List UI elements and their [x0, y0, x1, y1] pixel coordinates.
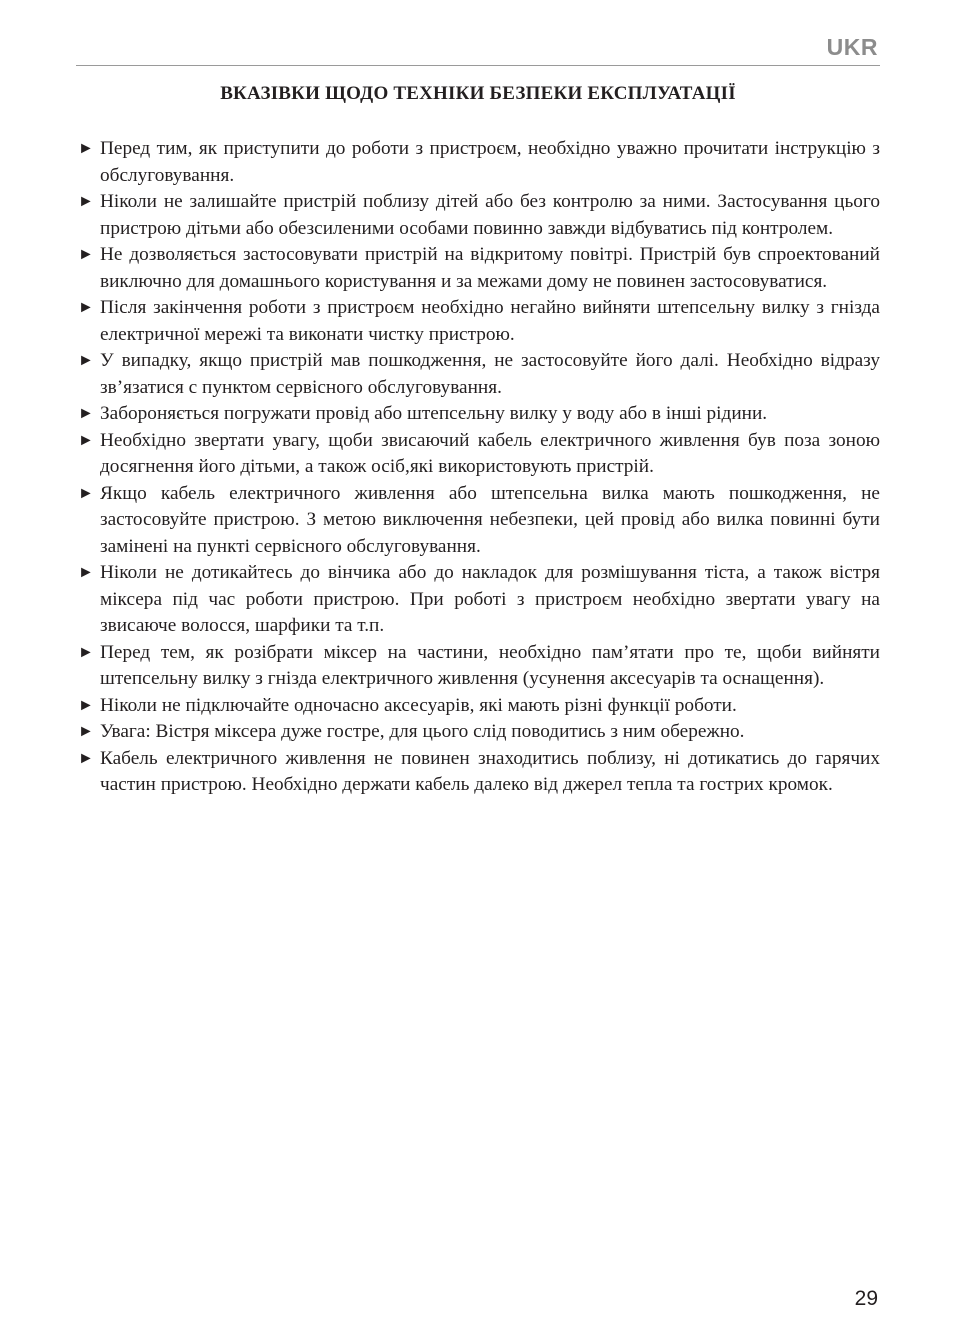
- list-item: [76, 242, 880, 295]
- language-code: UKR: [826, 34, 878, 60]
- arrow-bullet-icon: ►: [78, 299, 94, 316]
- list-item: [76, 136, 880, 189]
- list-item-text: Ніколи не залишайте пристрій поблизу дітей або без контролю за ними. Застосування цього пристрою дітьми або обезсиленими особами повинно завжди відбуватись під контролем.: [100, 191, 880, 239]
- arrow-bullet-icon: ►: [78, 643, 94, 661]
- arrow-bullet-icon: ►: [78, 246, 94, 263]
- list-item: [76, 295, 880, 348]
- arrow-bullet-icon: ►: [78, 564, 94, 581]
- arrow-bullet-icon: ►: [78, 405, 94, 422]
- list-item: [76, 719, 880, 746]
- safety-instructions-list: [76, 136, 880, 799]
- list-item-text: Після закінчення роботи з пристроєм необхідно негайно вийняти штепсельну вилку з гнізда електричної мережі та виконати чистку пристрою.: [100, 297, 880, 345]
- arrow-bullet-icon: ►: [78, 140, 94, 157]
- list-item-text: У випадку, якщо пристрій мав пошкодження, не застосовуйте його далі. Необхідно відразу зв’язатися с пунктом сервісного обслуговування.: [100, 350, 880, 398]
- list-item-text: Кабель електричного живлення не повинен знаходитись поблизу, ні дотикатись до гарячих частин пристрою. Необхідно держати кабель далеко від джерел тепла та гострих кромок.: [100, 747, 880, 795]
- list-item-text: Не дозволяється застосовувати пристрій на відкритому повітрі. Пристрій був спроектований виключно для домашнього користування и за межами дому не повинен застосовуватися.: [100, 244, 880, 292]
- list-item-text: Якщо кабель електричного живлення або штепсельна вилка мають пошкодження, не застосовуйте пристрою. З метою виключення небезпеки, цей провід або вилка повинні бути замінені на пункті сервісного обслуговування.: [100, 482, 880, 557]
- arrow-bullet-icon: ►: [78, 696, 94, 714]
- list-item-text: Увага: Вістря міксера дуже гостре, для цього слід поводитись з ним обережно.: [100, 721, 745, 742]
- arrow-bullet-icon: ►: [78, 749, 94, 767]
- list-item-text: Перед тем, як розібрати міксер на частини, необхідно пам’ятати про те, щоби вийняти штепсельну вилку з гнізда електричного живлення (усунення аксесуарів та оснащення).: [100, 641, 880, 689]
- page-number: 29: [854, 1287, 878, 1310]
- list-item-text: Ніколи не підключайте одночасно аксесуарів, які мають різні функції роботи.: [100, 694, 737, 716]
- list-item-text: Забороняється погружати провід або штепсельну вилку у воду або в інші рідини.: [100, 403, 768, 424]
- list-item: [76, 401, 880, 428]
- arrow-bullet-icon: ►: [78, 352, 94, 369]
- list-item: [76, 746, 880, 799]
- arrow-bullet-icon: ►: [78, 484, 94, 502]
- list-item: [76, 481, 880, 561]
- arrow-bullet-icon: ►: [78, 723, 94, 740]
- header-divider: [76, 65, 880, 66]
- list-item: [76, 693, 880, 720]
- page-title: ВКАЗІВКИ ЩОДО ТЕХНІКИ БЕЗПЕКИ ЕКСПЛУАТАЦІЇ: [220, 83, 736, 104]
- list-item: [76, 348, 880, 401]
- arrow-bullet-icon: ►: [78, 431, 94, 449]
- arrow-bullet-icon: ►: [78, 193, 94, 210]
- list-item-text: Необхідно звертати увагу, щоби звисаючий кабель електричного живлення був поза зоною досягнення його дітьми, а також осіб,які використовують пристрій.: [100, 429, 880, 477]
- list-item-text: Ніколи не дотикайтесь до вінчика або до накладок для розмішування тіста, а також вістря міксера під час роботи пристрою. При роботі з пристроєм необхідно звертати увагу на звисаюче волосся, шарфики та т.п.: [100, 562, 880, 636]
- list-item-text: Перед тим, як приступити до роботи з пристроєм, необхідно уважно прочитати інструкцію з обслуговування.: [100, 138, 880, 186]
- list-item: [76, 189, 880, 242]
- list-item: [76, 640, 880, 693]
- list-item: [76, 428, 880, 481]
- list-item: [76, 560, 880, 640]
